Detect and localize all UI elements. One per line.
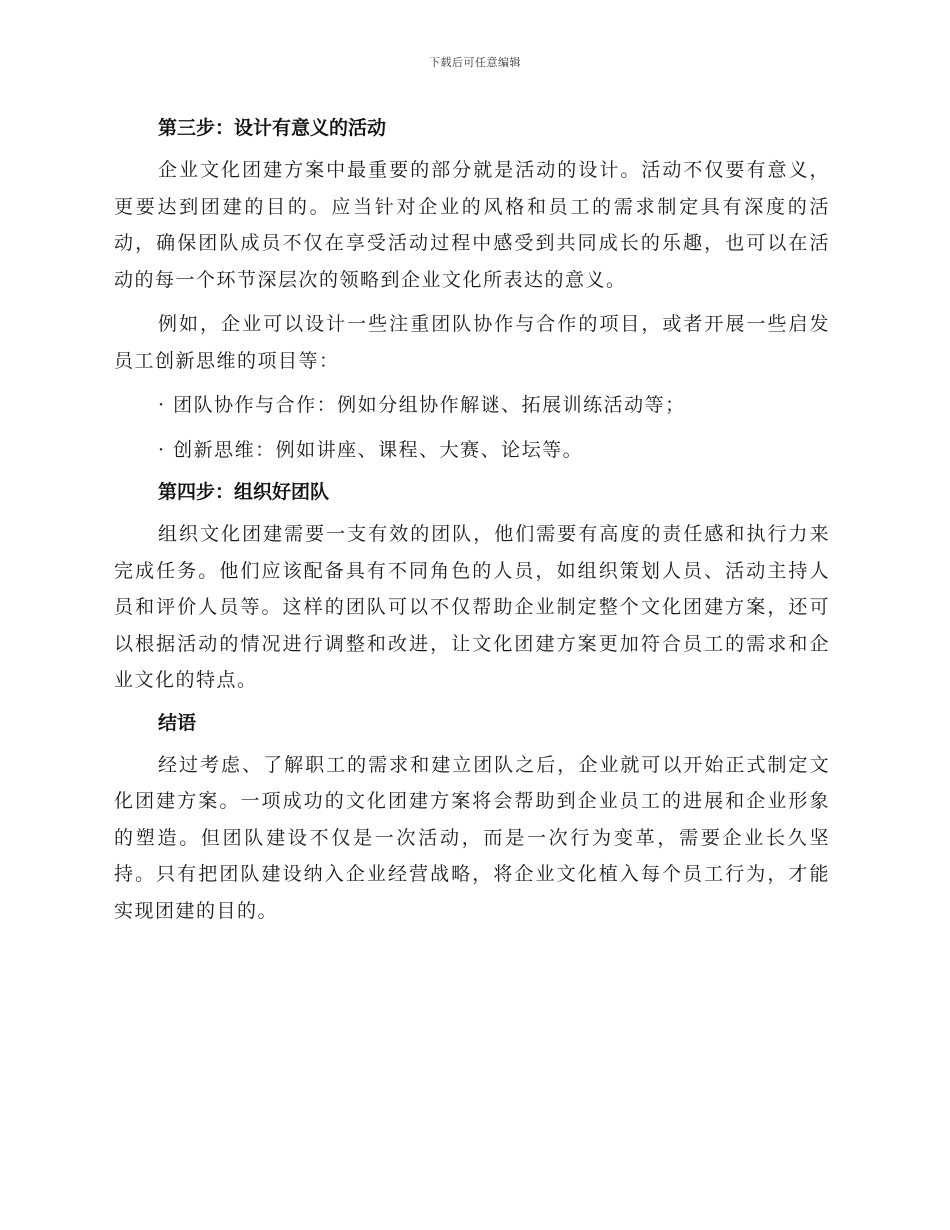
- bullet-item-teamwork: · 团队协作与合作：例如分组协作解谜、拓展训练活动等；: [158, 394, 686, 416]
- section-heading-step3: 第三步：设计有意义的活动: [158, 117, 387, 139]
- header-note: 下载后可任意编辑: [429, 56, 521, 69]
- paragraph-conclusion: 经过考虑、了解职工的需求和建立团队之后，企业就可以开始正式制定文化团建方案。一项成功的文化团建方案将会帮助到企业员工的进展和企业形象的塑造。但团队建设不仅是一次活动，而是一次行为变革，需要企业长久坚持。只有把团队建设纳入企业经营战略，将企业文化植入每个员工行为，才能实现团建的目的。: [114, 753, 830, 922]
- section-heading-conclusion: 结语: [158, 711, 197, 734]
- paragraph-step4: 组织文化团建需要一支有效的团队，他们需要有高度的责任感和执行力来完成任务。他们应该配备具有不同角色的人员，如组织策划人员、活动主持人员和评价人员等。这样的团队可以不仅帮助企业制定整个文化团建方案，还可以根据活动的情况进行调整和改进，让文化团建方案更加符合员工的需求和企业文化的特点。: [114, 523, 830, 691]
- paragraph-step3-example: 例如，企业可以设计一些注重团队协作与合作的项目，或者开展一些启发员工创新思维的项目等：: [114, 313, 830, 372]
- paragraph-step3-intro: 企业文化团建方案中最重要的部分就是活动的设计。活动不仅要有意义，更要达到团建的目的。应当针对企业的风格和员工的需求制定具有深度的活动，确保团队成员不仅在享受活动过程中感受到共同成长的乐趣，也可以在活动的每一个环节深层次的领略到企业文化所表达的意义。: [114, 159, 830, 291]
- bullet-item-innovation: · 创新思维：例如讲座、课程、大赛、论坛等。: [158, 438, 584, 461]
- section-heading-step4: 第四步：组织好团队: [158, 481, 330, 503]
- document-body: [114, 110, 830, 929]
